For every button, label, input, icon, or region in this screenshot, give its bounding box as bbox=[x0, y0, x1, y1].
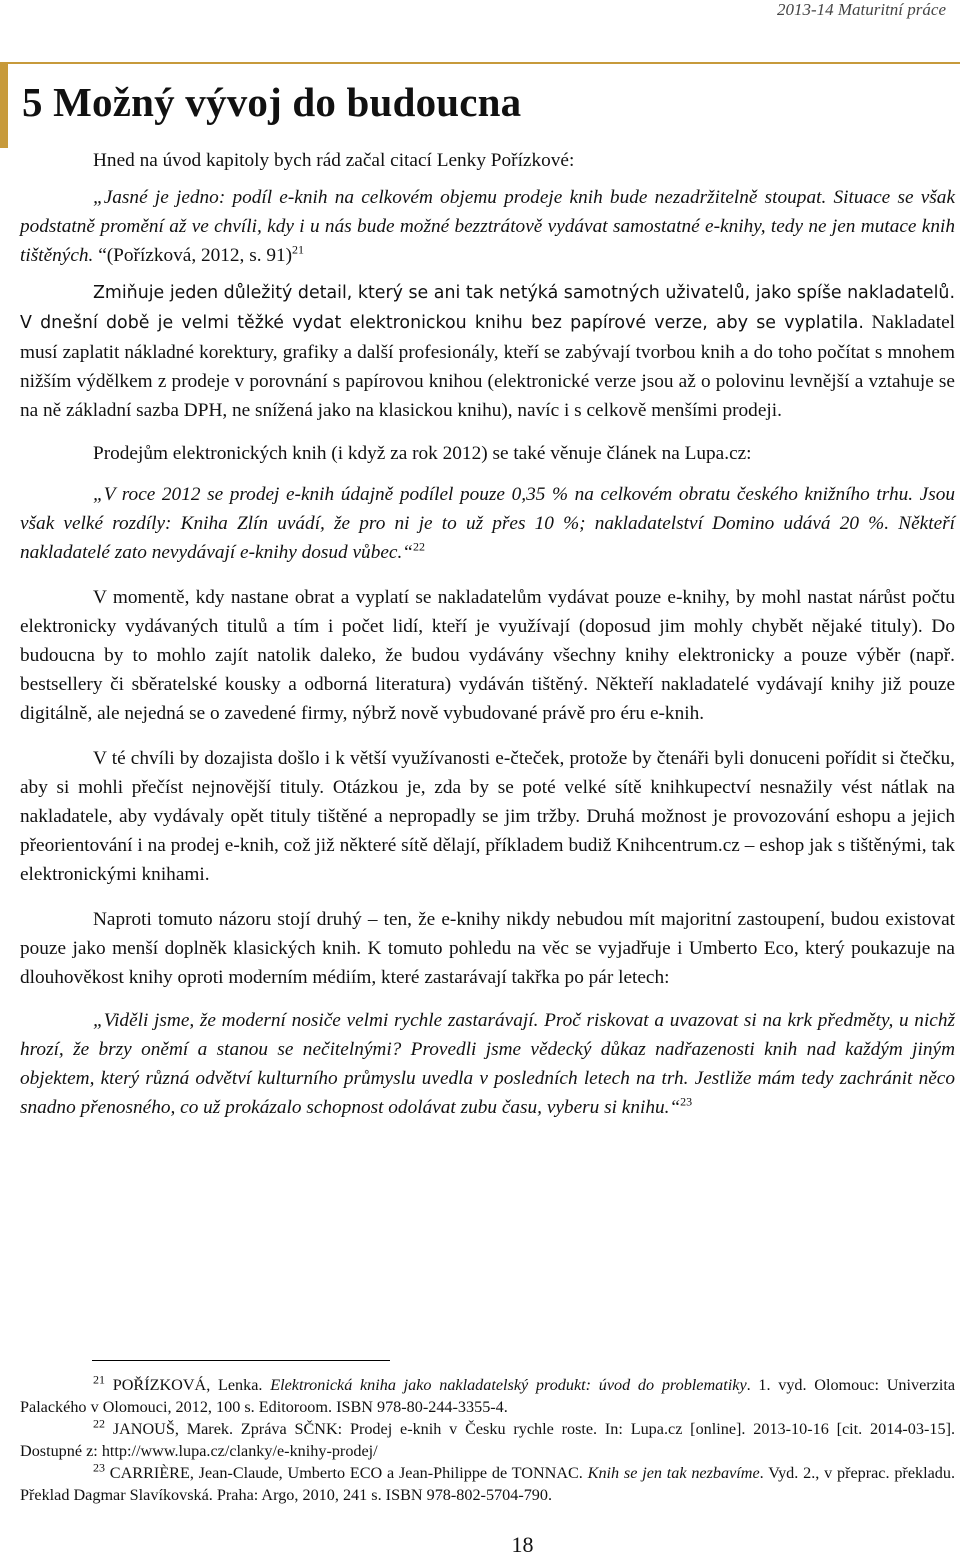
page-number: 18 bbox=[511, 1532, 534, 1557]
paragraph-counterview: Naproti tomuto názoru stojí druhý – ten, že e-knihy nikdy nebudou mít majoritní zastoupení, budou existovat pouze jako menší doplněk klasických knih. K tomuto pohledu na věc se vyjadřuje i Umberto Eco, který poukazuje na dlouhověkost knihy oproti moderním médiím, které zastarávají takřka po pár letech: bbox=[20, 909, 955, 988]
running-header: 2013-14 Maturitní práce bbox=[776, 0, 946, 19]
quote-eco-close: “ bbox=[669, 1097, 681, 1118]
footnote-ref-23[interactable]: 23 bbox=[680, 1094, 693, 1109]
paragraph-lupa-intro: Prodejům elektronických knih (i když za rok 2012) se také věnuje článek na Lupa.cz: bbox=[93, 443, 752, 464]
paragraph-intro: Hned na úvod kapitoly bych rád začal citací Lenky Pořízkové: bbox=[93, 150, 575, 171]
paragraph-publishers-sans: Zmiňuje jeden důležitý detail, který se ani tak netýká samotných uživatelů, jako spíše nakladatelů. V dnešní době je velmi těžké vydat elektronickou knihu bez papírové verze, aby se vyplatila. bbox=[20, 283, 955, 333]
footnote-details: . Vyd. 2., v přeprac. překladu. Překlad Dagmar Slavíkovská. Praha: Argo, 2010, 241 s. ISBN 978-802-5704-790. bbox=[20, 1464, 956, 1504]
footnote-text: JANOUŠ, Marek. Zpráva SČNK: Prodej e-knih v Česku rychle roste. In: Lupa.cz [online]. 2013-10-16 [cit. 2014-03-15]. Dostupné z: http://www.lupa.cz/clanky/e-knihy-prodej/ bbox=[20, 1420, 956, 1460]
footnote-21 bbox=[20, 1374, 955, 1418]
page-body bbox=[20, 146, 955, 1122]
chapter-heading bbox=[22, 78, 521, 126]
quote-porizkova-text: „Jasné je jedno: podíl e-knih na celkovém objemu prodeje knih bude nezadržitelně stoupat. Situace se však podstatně promění až ve chvíli, kdy i u nás bude možné bezztrátově vydávat samostatné e-knihy, tedy ne jen mutace knih tištěných. bbox=[20, 187, 955, 266]
quote-eco bbox=[20, 1006, 955, 1122]
paragraph-publishers-rest: Nakladatel musí zaplatit nákladné korektury, grafiky a další profesionály, kteří se zabývají tvorbou knih a do toho počítat s mnohem nižším výdělkem z prodeje v porovnání s papírovou knihou (elektronické verze jsou až o polovinu levnější a vztahuje se na ně základní sazba DPH, ne snížená jako na klasickou knihu), navíc i s celkově menšími prodeji. bbox=[20, 312, 955, 421]
quote-porizkova bbox=[20, 183, 955, 270]
footnote-23 bbox=[20, 1462, 955, 1506]
footnote-author: POŘÍZKOVÁ, Lenka. bbox=[112, 1376, 263, 1394]
chapter-title: Možný vývoj do budoucna bbox=[53, 79, 522, 125]
paragraph-publishers bbox=[20, 278, 955, 425]
footnote-details: . 1. vyd. Olomouc: Univerzita Palackého v Olomouci, 2012, 100 s. Editoroom. ISBN 978-80-244-3355-4. bbox=[20, 1376, 956, 1416]
footnote-ref-21[interactable]: 21 bbox=[292, 242, 305, 257]
quote-eco-text: „Viděli jsme, že moderní nosiče velmi rychle zastarávají. Proč riskovat a uvazovat si na krk předměty, u nichž hrozí, že brzy oněmí a stanou se nečitelnými? Provedli jsme vědecký důkaz nadřazenosti knih nad každým jiným objektem, který různá odvětví kulturního průmyslu uvedla v posledních letech na trh. Jestliže mám tedy zachránit něco snadno přenosného, co už prokázalo schopnost odolávat zubu času, vyberu si knihu. bbox=[20, 1010, 955, 1118]
footnote-title: Knih se jen tak nezbavíme bbox=[587, 1464, 760, 1482]
footnote-title: Elektronická kniha jako nakladatelský produkt: úvod do problematiky bbox=[270, 1376, 747, 1394]
footnote-ref-22[interactable]: 22 bbox=[413, 539, 426, 554]
footnotes bbox=[20, 1374, 955, 1506]
paragraph-turnaround: V momentě, kdy nastane obrat a vyplatí se nakladatelům vydávat pouze e-knihy, by mohl nastat nárůst počtu elektronicky vydávaných titulů a tím i počet lidí, kteří je využívají (doposud jim mohly chybět nějaké tituly). Do budoucna by to mohlo zajít natolik daleko, že budou vydávány všechny knihy elektronicky a pouze výběr (např. bestsellery či sběratelské kousky a odborná literatura) vydáván tištěný. Někteří nakladatelé vydávají knihy již pouze digitálně, ale nejedná se o zavedené firmy, nýbrž nově vybudované právě pro éru e-knih. bbox=[20, 587, 955, 724]
footnote-number: 21 bbox=[93, 1372, 105, 1387]
quote-lupa-close: “ bbox=[402, 542, 414, 563]
quote-porizkova-citation: “(Pořízková, 2012, s. 91) bbox=[98, 245, 293, 266]
footnote-22 bbox=[20, 1418, 955, 1462]
quote-lupa-text: „V roce 2012 se prodej e-knih údajně podílel pouze 0,35 % na celkovém obratu českého knižního trhu. Jsou však velké rozdíly: Kniha Zlín uvádí, že pro ni je to už přes 10 %; nakladatelství Domino udává 20 %. Někteří nakladatelé zato nevydávají e-knihy dosud vůbec. bbox=[20, 484, 955, 563]
footnote-author: CARRIÈRE, Jean-Claude, Umberto ECO a Jean-Philippe de TONNAC. bbox=[109, 1464, 583, 1482]
footnote-separator bbox=[92, 1360, 390, 1361]
footnote-number: 22 bbox=[93, 1416, 105, 1431]
footnote-number: 23 bbox=[93, 1460, 105, 1475]
quote-lupa bbox=[20, 480, 955, 567]
paragraph-ereaders: V té chvíli by dozajista došlo i k větší využívanosti e-čteček, protože by čtenáři byli donuceni pořídit si čtečku, aby si mohli přečíst nejnovější tituly. Otázkou je, zda by se poté velké sítě knihkupectví nesnažily vést nátlak na nakladatele, aby vydávaly opět tituly tištěné a nepropadly se jim tržby. Druhá možnost je provozování eshopu a jejich přeorientování i na prodej e-knih, což již některé sítě dělají, příkladem budiž Knihcentrum.cz – eshop jak s tištěnými, tak elektronickými knihami. bbox=[20, 748, 955, 885]
chapter-number: 5 bbox=[22, 79, 43, 125]
